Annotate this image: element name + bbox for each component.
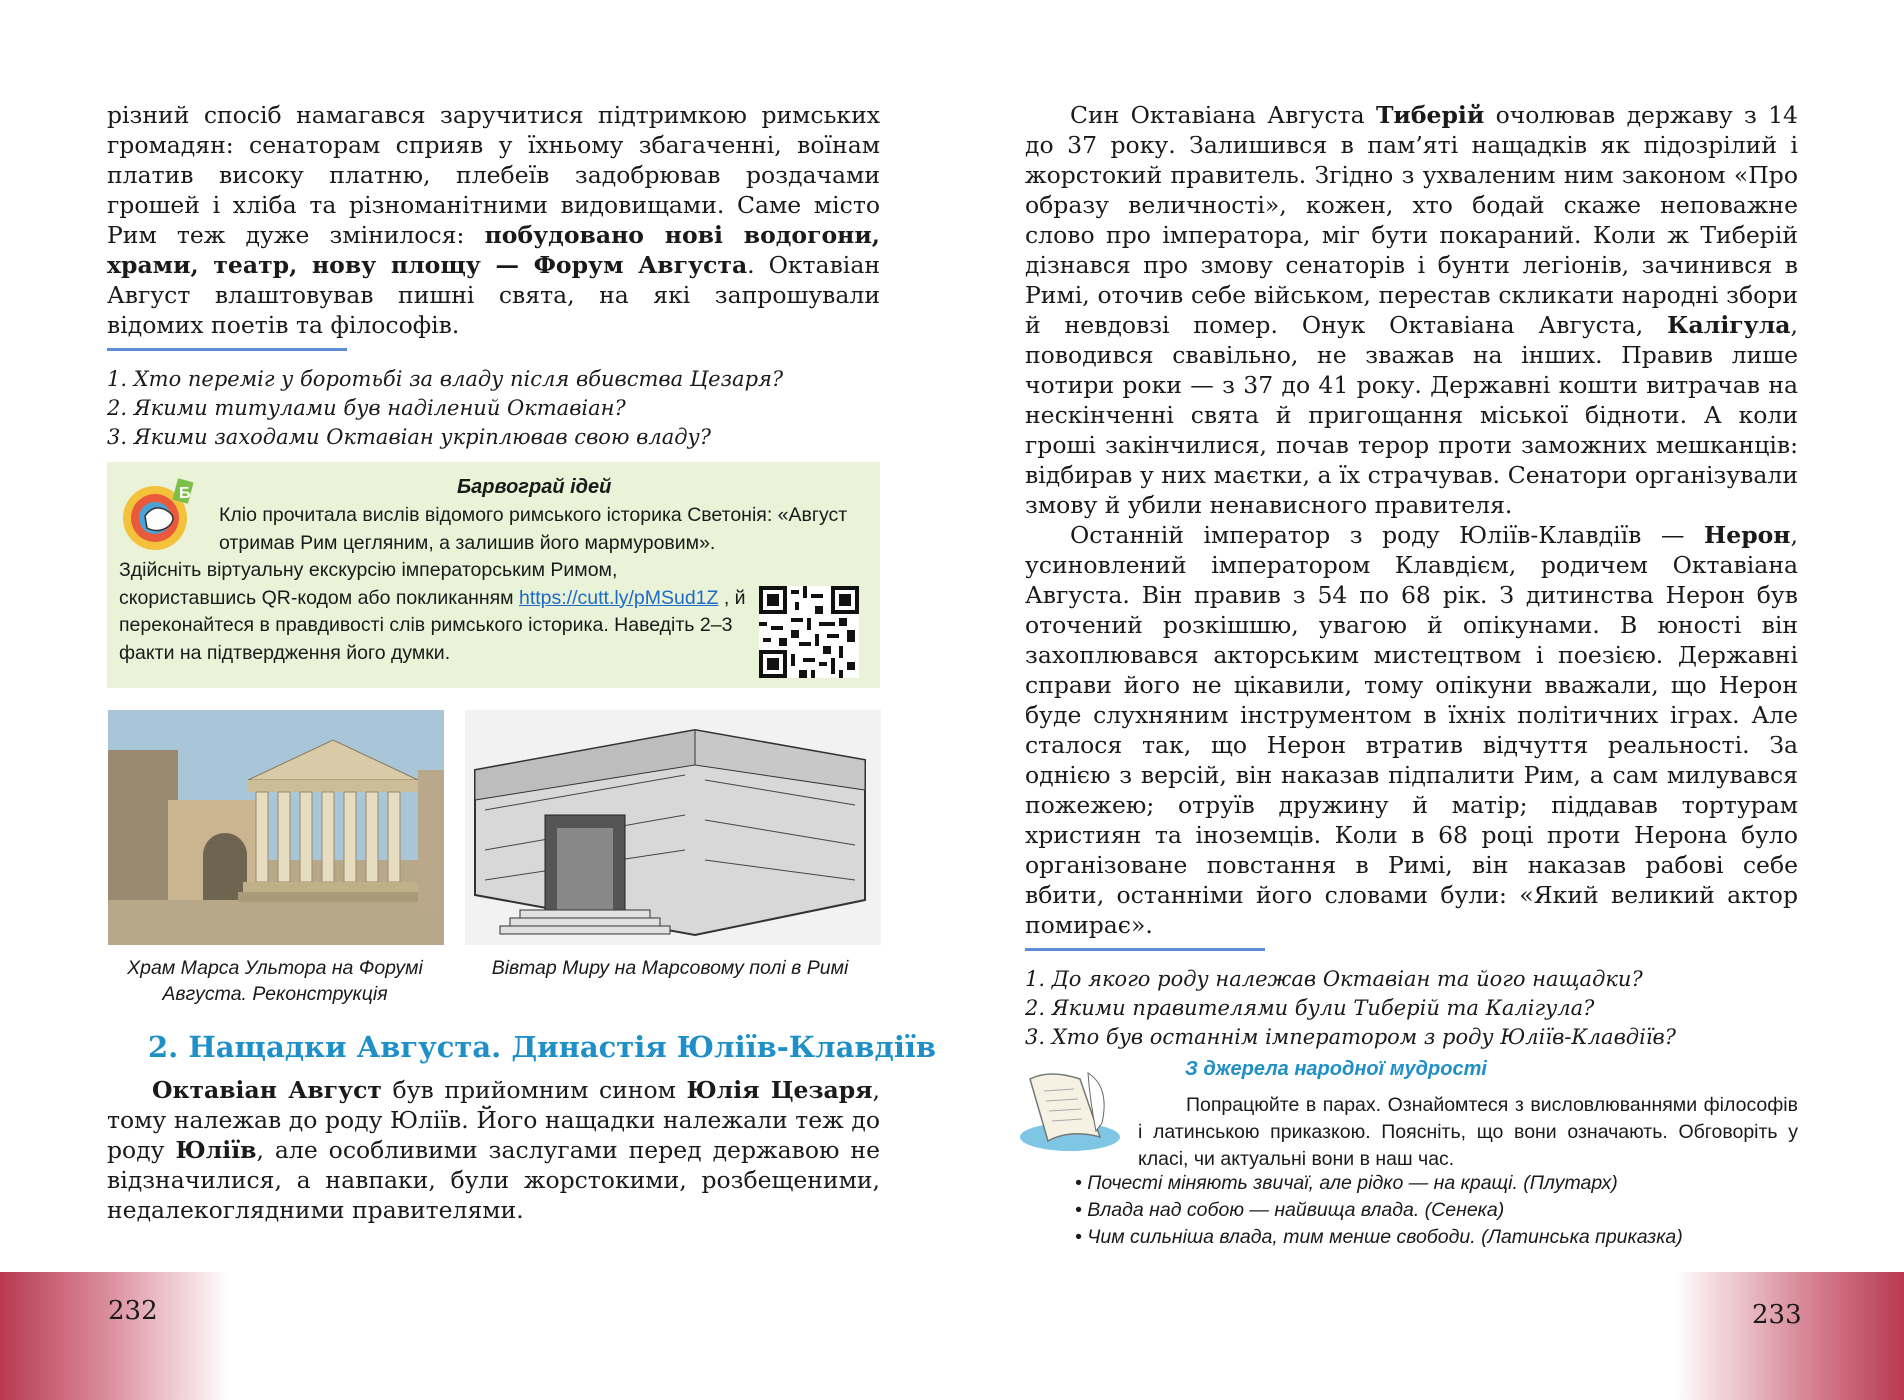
nero-paragraph — [1025, 520, 1798, 940]
caption-temple: Храм Марса Ультора на Форумі Августа. Реконструкція — [127, 957, 423, 1005]
bold-nero: Нерон — [1704, 521, 1791, 549]
section-text-3: , але особливими заслугами перед державою не відзначилися, а навпаки, були жорстокими, розбещеними, недалекоглядними правителями. — [107, 1136, 880, 1224]
qr-code-icon[interactable] — [759, 586, 859, 678]
bold-octavian: Октавіан Август — [152, 1076, 382, 1104]
question: 1. До якого роду належав Октавіан та його нащадки? — [1025, 967, 1643, 991]
altar-peace-illustration — [465, 710, 881, 945]
separator-line — [107, 348, 347, 351]
p1-text-1: Син Октавіана Августа — [1070, 101, 1376, 129]
page-number-left: 232 — [108, 1296, 158, 1326]
ideas-title: Барвограй ідей — [457, 476, 612, 498]
page-number-right: 233 — [1752, 1300, 1802, 1330]
scroll-quill-icon — [1018, 1065, 1123, 1155]
intro-text-1: різний спосіб намагався заручитися підтримкою римських громадян: сенаторам сприяв у їхньому збагаченні, воїнам платив високу платню, плебеїв задобрював роздачами грошей і хліба та різноманітними видовищами. Саме місто Рим теж дуже змінилося: — [107, 101, 880, 249]
list-item: • Почесті міняють звичаї, але рідко — на кращі. (Плутарх) — [1075, 1172, 1618, 1194]
wisdom-text — [1138, 1092, 1798, 1173]
section-text-2: , тому належав до роду Юліїв. Його нащадки належали теж до роду — [107, 1076, 880, 1164]
p2-text-1: Останній імператор з роду Юліїв-Клавдіїв — — [1070, 521, 1705, 549]
question: 3. Якими заходами Октавіан укріплював свою владу? — [107, 425, 711, 449]
temple-mars-illustration — [108, 710, 444, 945]
footer-band-right — [1674, 1272, 1904, 1400]
ideas-link[interactable]: https://cutt.ly/pMSud1Z — [519, 586, 719, 609]
section-paragraph — [107, 1075, 880, 1225]
altar-peace-image — [465, 710, 881, 945]
wisdom-list — [1075, 1170, 1795, 1251]
question: 2. Якими правителями були Тиберій та Калігула? — [1025, 996, 1595, 1020]
bold-caligula: Калігула — [1667, 311, 1791, 339]
p1-text-3: , поводився свавільно, не зважав на інших. Правив лише чотири роки — з 37 до 41 року. Державні кошти витрачав на нескінченні свята й пригощання міської бідноти. А коли гроші закінчилися, почав терор проти заможних мешканців: відбирав у них маєтки, а їх страчував. Сенатори організували змову й убили ненависного правителя. — [1025, 311, 1798, 519]
tiberius-paragraph — [1025, 100, 1798, 520]
question: 2. Якими титулами був наділений Октавіан? — [107, 396, 626, 420]
bold-julius-caesar: Юлія Цезаря — [686, 1076, 873, 1104]
ideas-box — [107, 462, 880, 688]
ideas-line-2-block — [119, 557, 759, 667]
bold-julii: Юліїв — [175, 1136, 257, 1164]
intro-text-2: . Октавіан Август влаштовував пишні свята, на які запрошували відомих поетів та філософів. — [107, 251, 880, 339]
temple-mars-image — [108, 710, 444, 945]
ideas-line-3: , й переконайтеся в правдивості слів римського історика. Наведіть 2–3 факти на підтвердження його думки. — [119, 586, 746, 664]
intro-paragraph — [107, 100, 880, 340]
left-column — [107, 100, 880, 452]
wisdom-title: З джерела народної мудрості — [1185, 1058, 1487, 1080]
ideas-line-1: Кліо прочитала вислів відомого римського історика Светонія: «Август отримав Рим цегляним, а залишив його мармуровим». — [219, 504, 848, 554]
svg-text:Б: Б — [179, 485, 191, 502]
section-paragraph-wrap — [107, 1075, 880, 1225]
p2-text-2: , усиновлений імператором Клавдієм, родичем Октавіана Августа. Він правив з 54 по 68 рік. З дитинства Нерон був оточений розкішшю, увагою й опікунами. В юності він захоплювався акторським мистецтвом і поезією. Державні справи його не цікавили, тому опікуни вважали, що Нерон буде слухняним інструментом в їхніх політичних іграх. Але сталося так, що Нерон втратив відчуття реальності. За однією з версій, він наказав підпалити Рим, а сам милувався пожежею; отруїв дружину й матір; піддавав тортурам християн та іноземців. Коли в 68 році проти Нерона було організоване повстання в Римі, він наказав рабові себе вбити, останніми його словами були: «Який великий актор помирає». — [1025, 521, 1798, 939]
section-text-1: був прийомним сином — [381, 1076, 687, 1104]
right-column — [1025, 100, 1798, 1052]
list-item: • Чим сильніша влада, тим менше свободи. (Латинська приказка) — [1075, 1226, 1683, 1248]
footer-band-left — [0, 1272, 230, 1400]
question: 3. Хто був останнім імператором з роду Юліїв-Клавдіїв? — [1025, 1025, 1677, 1049]
question: 1. Хто переміг у боротьбі за владу після вбивства Цезаря? — [107, 367, 784, 391]
list-item: • Влада над собою — найвища влада. (Сенека) — [1075, 1199, 1505, 1221]
intro-bold-text: побудовано нові водогони, храми, театр, нову площу — Форум Августа — [107, 221, 880, 279]
separator-line — [1025, 948, 1265, 951]
caption-altar: Вівтар Миру на Марсовому полі в Римі — [491, 957, 849, 979]
ideas-line-2: Здійсніть віртуальну екскурсію імператорським Римом, скориставшись QR-кодом або покликанням — [119, 559, 618, 609]
p1-text-2: очолював державу з 14 до 37 року. Залишився в пам’яті нащадків як підозрілий і жорстокий правитель. Згідно з ухваленим ним законом «Про образу величності», кожен, хто бодай скаже неповажне слово про імператора, міг бути покараний. Коли ж Тиберій дізнався про змову сенаторів і бунти легіонів, зачинився в Римі, оточив себе військом, перестав скликати народні збори й невдовзі помер. Онук Октавіана Августа, — [1025, 101, 1798, 339]
wisdom-instruction: Попрацюйте в парах. Ознайомтеся з висловлюваннями філософів і латинською приказкою. Поясніть, що вони означають. Обговоріть у класі, чи актуальні вони в наш час. — [1138, 1094, 1798, 1170]
section-title: 2. Нащадки Августа. Династія Юліїв-Клавдіїв — [148, 1030, 937, 1064]
bold-tiberius: Тиберій — [1375, 101, 1485, 129]
